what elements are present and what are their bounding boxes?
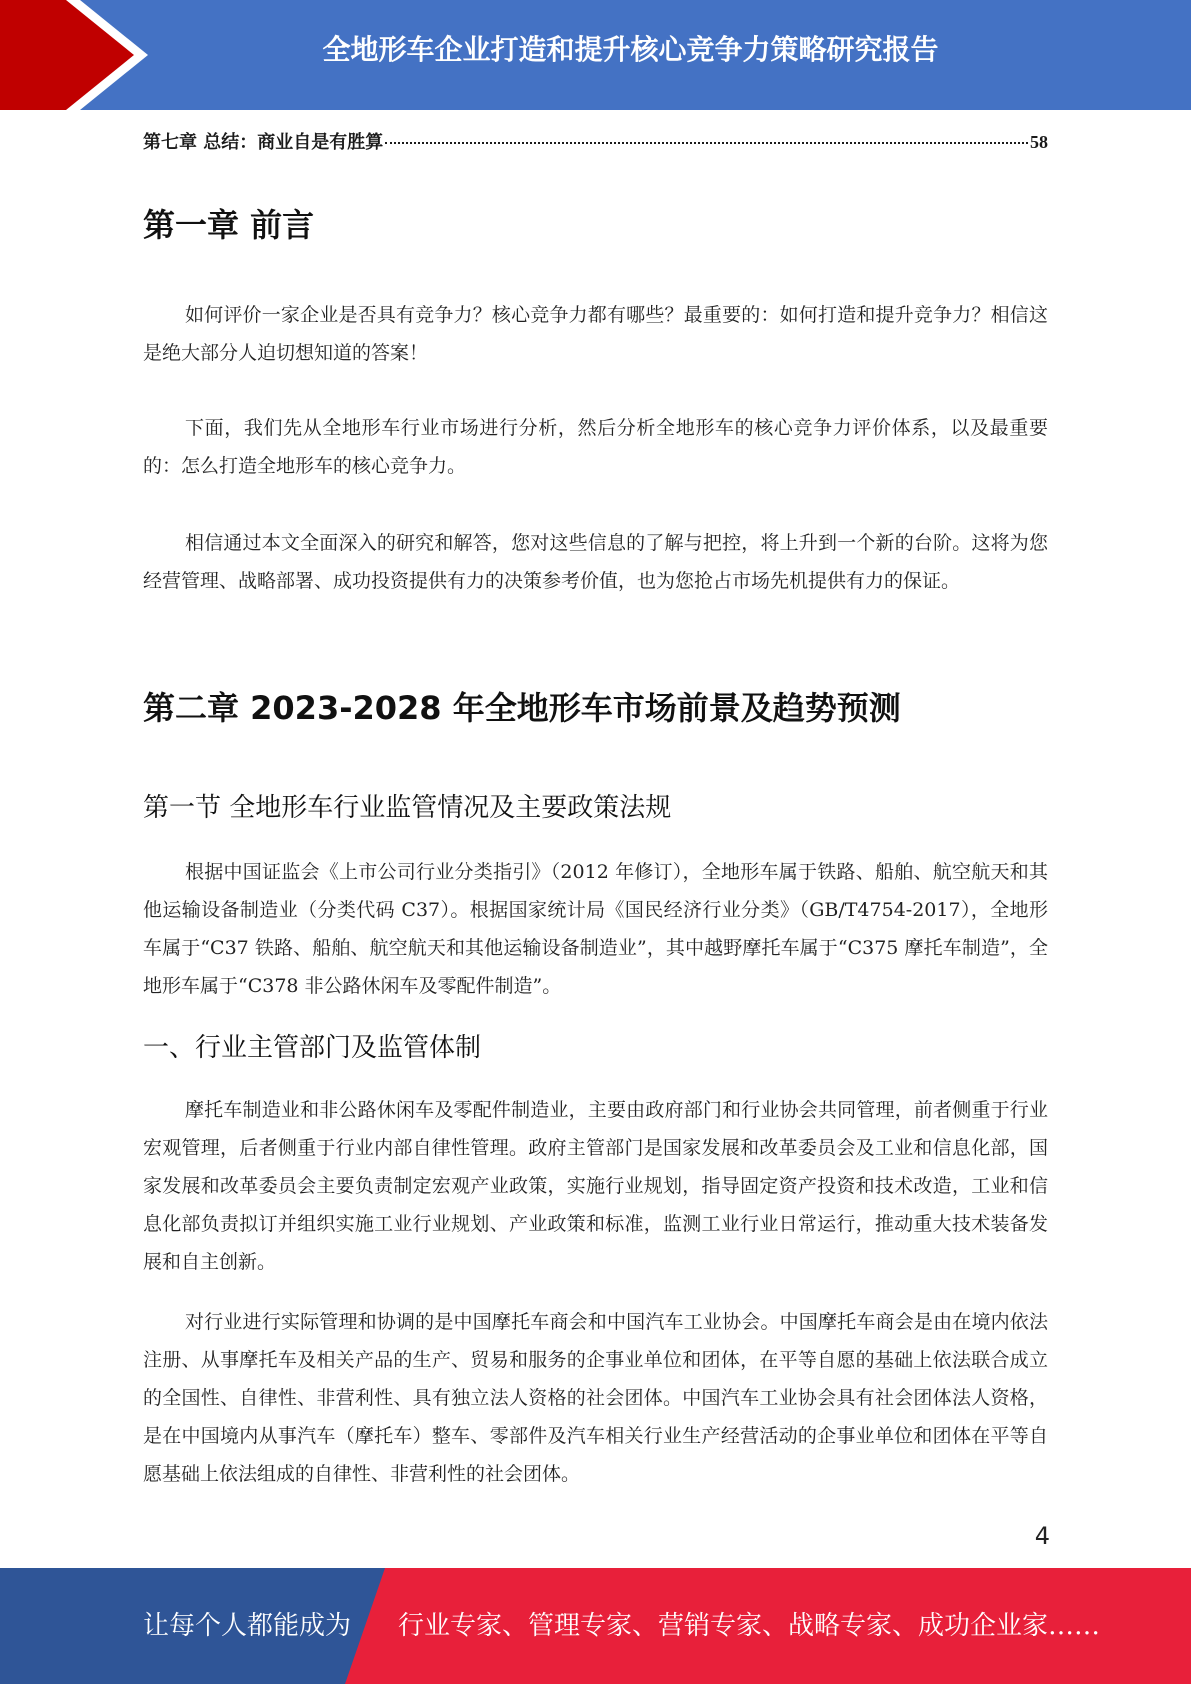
subsection-1-heading: 一、行业主管部门及监管体制 (143, 1033, 482, 1063)
toc-leader-dots (385, 142, 1028, 144)
subsection-1-paragraph-2: 对行业进行实际管理和协调的是中国摩托车商会和中国汽车工业协会。中国摩托车商会是由在境内依法注册、从事摩托车及相关产品的生产、贸易和服务的企事业单位和团体，在平等自愿的基础上依法联合成立的全国性、自律性、非营利性、具有独立法人资格的社会团体。中国汽车工业协会具有社会团体法人资格，是在中国境内从事汽车（摩托车）整车、零部件及汽车相关行业生产经营活动的企事业单位和团体在平等自愿基础上依法组成的自律性、非营利性的社会团体。 (143, 1311, 1048, 1485)
section-1-heading: 第一节 全地形车行业监管情况及主要政策法规 (143, 793, 672, 823)
footer-slogan-right: 行业专家、管理专家、营销专家、战略专家、成功企业家…… (398, 1611, 1101, 1641)
page-footer (0, 1568, 1191, 1684)
page-header (0, 0, 1191, 110)
chapter-2-heading: 第二章 2023-2028 年全地形车市场前景及趋势预测 (143, 689, 901, 727)
chapter-1-heading: 第一章 前言 (143, 206, 315, 244)
page-number: 4 (1034, 1522, 1050, 1550)
toc-entry-label: 第七章 总结：商业自是有胜算 (143, 132, 384, 153)
toc-entry[interactable] (143, 128, 1048, 154)
report-title: 全地形车企业打造和提升核心竞争力策略研究报告 (322, 33, 939, 66)
subsection-1-paragraph-1: 摩托车制造业和非公路休闲车及零配件制造业，主要由政府部门和行业协会共同管理，前者侧重于行业宏观管理，后者侧重于行业内部自律性管理。政府主管部门是国家发展和改革委员会及工业和信息化部，国家发展和改革委员会主要负责制定宏观产业政策，实施行业规划，指导固定资产投资和技术改造，工业和信息化部负责拟订并组织实施工业行业规划、产业政策和标准，监测工业行业日常运行，推动重大技术装备发展和自主创新。 (143, 1099, 1048, 1273)
chapter-1-paragraph-1: 如何评价一家企业是否具有竞争力？核心竞争力都有哪些？最重要的：如何打造和提升竞争力？相信这是绝大部分人迫切想知道的答案！ (143, 304, 1048, 364)
toc-entry-page: 58 (1030, 132, 1048, 152)
chapter-1-paragraph-2: 下面，我们先从全地形车行业市场进行分析，然后分析全地形车的核心竞争力评价体系，以及最重要的：怎么打造全地形车的核心竞争力。 (143, 417, 1048, 477)
chapter-1-paragraph-3: 相信通过本文全面深入的研究和解答，您对这些信息的了解与把控，将上升到一个新的台阶。这将为您经营管理、战略部署、成功投资提供有力的决策参考价值，也为您抢占市场先机提供有力的保证。 (143, 532, 1048, 592)
section-1-paragraph: 根据中国证监会《上市公司行业分类指引》（2012 年修订），全地形车属于铁路、船舶、航空航天和其他运输设备制造业（分类代码 C37）。根据国家统计局《国民经济行业分类》（GB/T4754-2017），全地形车属于“C37 铁路、船舶、航空航天和其他运输设备制造业”，其中越野摩托车属于“C375 摩托车制造”，全地形车属于“C378 非公路休闲车及零配件制造”。 (143, 861, 1048, 997)
footer-slogan-left: 让每个人都能成为 (143, 1611, 352, 1641)
